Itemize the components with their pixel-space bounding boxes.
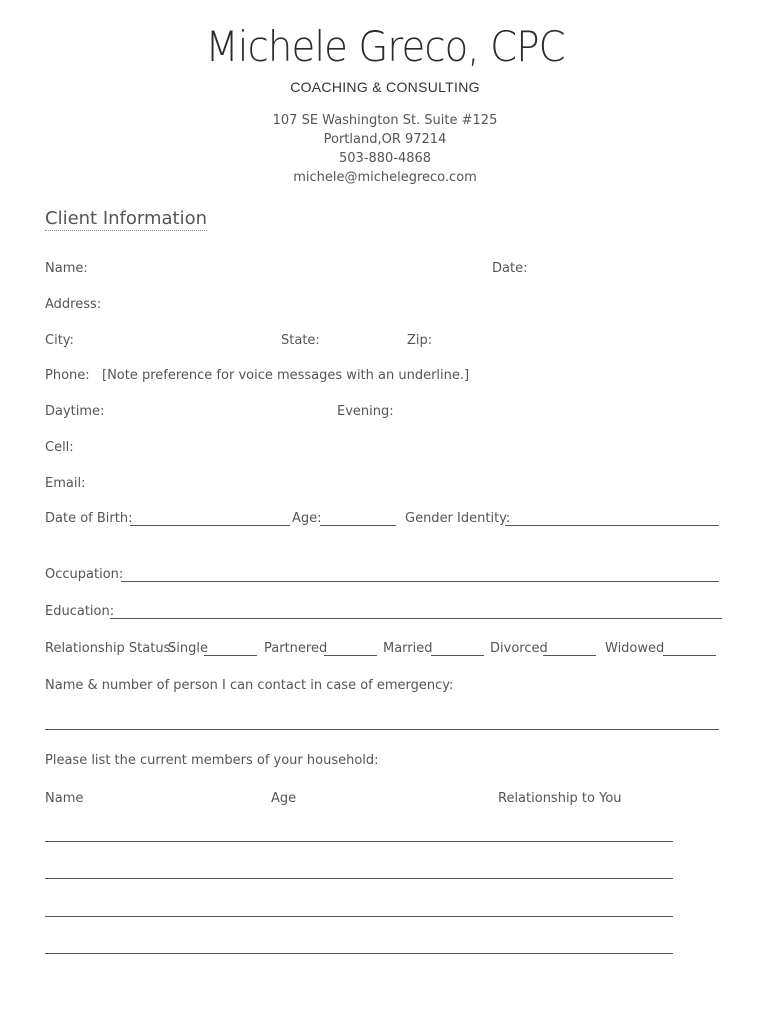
gender-line[interactable] <box>505 525 719 526</box>
gender-label: Gender Identity: <box>405 511 511 526</box>
married-label: Married <box>383 641 433 656</box>
household-line[interactable] <box>45 916 673 917</box>
address-line-2: Portland,OR 97214 <box>323 132 447 147</box>
address-label: Address: <box>45 297 102 312</box>
widowed-line[interactable] <box>663 655 716 656</box>
city-label: City: <box>45 333 74 348</box>
zip-label: Zip: <box>407 333 433 348</box>
logo-text: Michele Greco, CPC <box>205 22 565 71</box>
name-label: Name: <box>45 261 88 276</box>
divorced-label: Divorced <box>490 641 548 656</box>
age-line[interactable] <box>320 525 396 526</box>
household-line[interactable] <box>45 878 673 879</box>
daytime-label: Daytime: <box>45 404 105 419</box>
header-email: michele@michelegreco.com <box>293 170 477 185</box>
phone-note: [Note preference for voice messages with an underline.] <box>102 368 470 383</box>
widowed-label: Widowed <box>605 641 665 656</box>
age-label: Age: <box>292 511 322 526</box>
household-col-name: Name <box>45 791 84 806</box>
cell-label: Cell: <box>45 440 74 455</box>
relationship-status-label: Relationship Status: <box>45 641 175 656</box>
household-col-age: Age <box>271 791 297 806</box>
date-label: Date: <box>492 261 528 276</box>
address-line-1: 107 SE Washington St. Suite #125 <box>272 113 498 128</box>
household-line[interactable] <box>45 841 673 842</box>
household-line[interactable] <box>45 953 673 954</box>
single-label: Single <box>168 641 208 656</box>
tagline: COACHING & CONSULTING <box>290 79 480 95</box>
married-line[interactable] <box>431 655 484 656</box>
partnered-label: Partnered <box>264 641 328 656</box>
household-label: Please list the current members of your household: <box>45 753 379 768</box>
email-label: Email: <box>45 476 86 491</box>
education-line[interactable] <box>110 618 722 619</box>
state-label: State: <box>281 333 320 348</box>
section-title: Client Information <box>45 208 208 229</box>
dob-label: Date of Birth: <box>45 511 133 526</box>
phone-label: Phone: <box>45 368 90 383</box>
header-phone: 503-880-4868 <box>338 151 432 166</box>
occupation-label: Occupation: <box>45 567 124 582</box>
occupation-line[interactable] <box>121 581 719 582</box>
partnered-line[interactable] <box>324 655 377 656</box>
single-line[interactable] <box>204 655 257 656</box>
dob-line[interactable] <box>130 525 290 526</box>
education-label: Education: <box>45 604 115 619</box>
household-col-relationship: Relationship to You <box>498 791 622 806</box>
emergency-label: Name & number of person I can contact in case of emergency: <box>45 678 454 693</box>
evening-label: Evening: <box>337 404 394 419</box>
emergency-line[interactable] <box>45 729 719 730</box>
divorced-line[interactable] <box>543 655 596 656</box>
